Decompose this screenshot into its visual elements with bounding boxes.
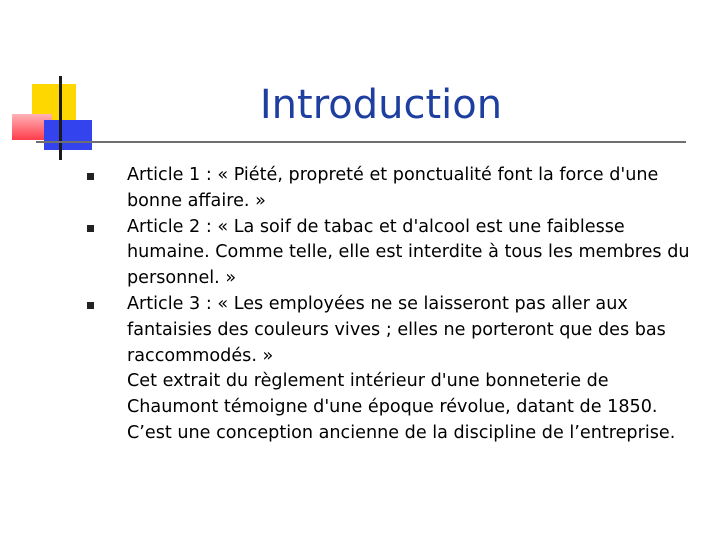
bullet-text: Article 2 : « La soif de tabac et d'alcool est une faiblesse humaine. Comme telle, elle est interdite à tous les membres du personnel. » (127, 216, 690, 289)
note-text: Cet extrait du règlement intérieur d'une bonneterie de Chaumont témoigne d'une époque révolue, datant de 1850. C’est une conception ancienne de la discipline de l’entreprise. (127, 371, 676, 443)
square-bullet-icon (87, 225, 94, 232)
note-item (127, 369, 697, 446)
bullet-item (127, 163, 697, 215)
bullet-item (127, 292, 697, 369)
slide-body (127, 163, 697, 447)
square-bullet-icon (87, 173, 94, 180)
title-underline (36, 141, 686, 143)
bullet-text: Article 1 : « Piété, propreté et ponctualité font la force d'une bonne affaire. » (127, 165, 659, 211)
slide-title: Introduction (259, 82, 503, 128)
square-bullet-icon (87, 302, 94, 309)
bullet-text: Article 3 : « Les employées ne se laisseront pas aller aux fantaisies des couleurs vives ; elles ne porteront que des bas raccommodés. » (127, 293, 666, 366)
slide-title-wrap (0, 80, 720, 130)
bullet-item (127, 215, 697, 292)
